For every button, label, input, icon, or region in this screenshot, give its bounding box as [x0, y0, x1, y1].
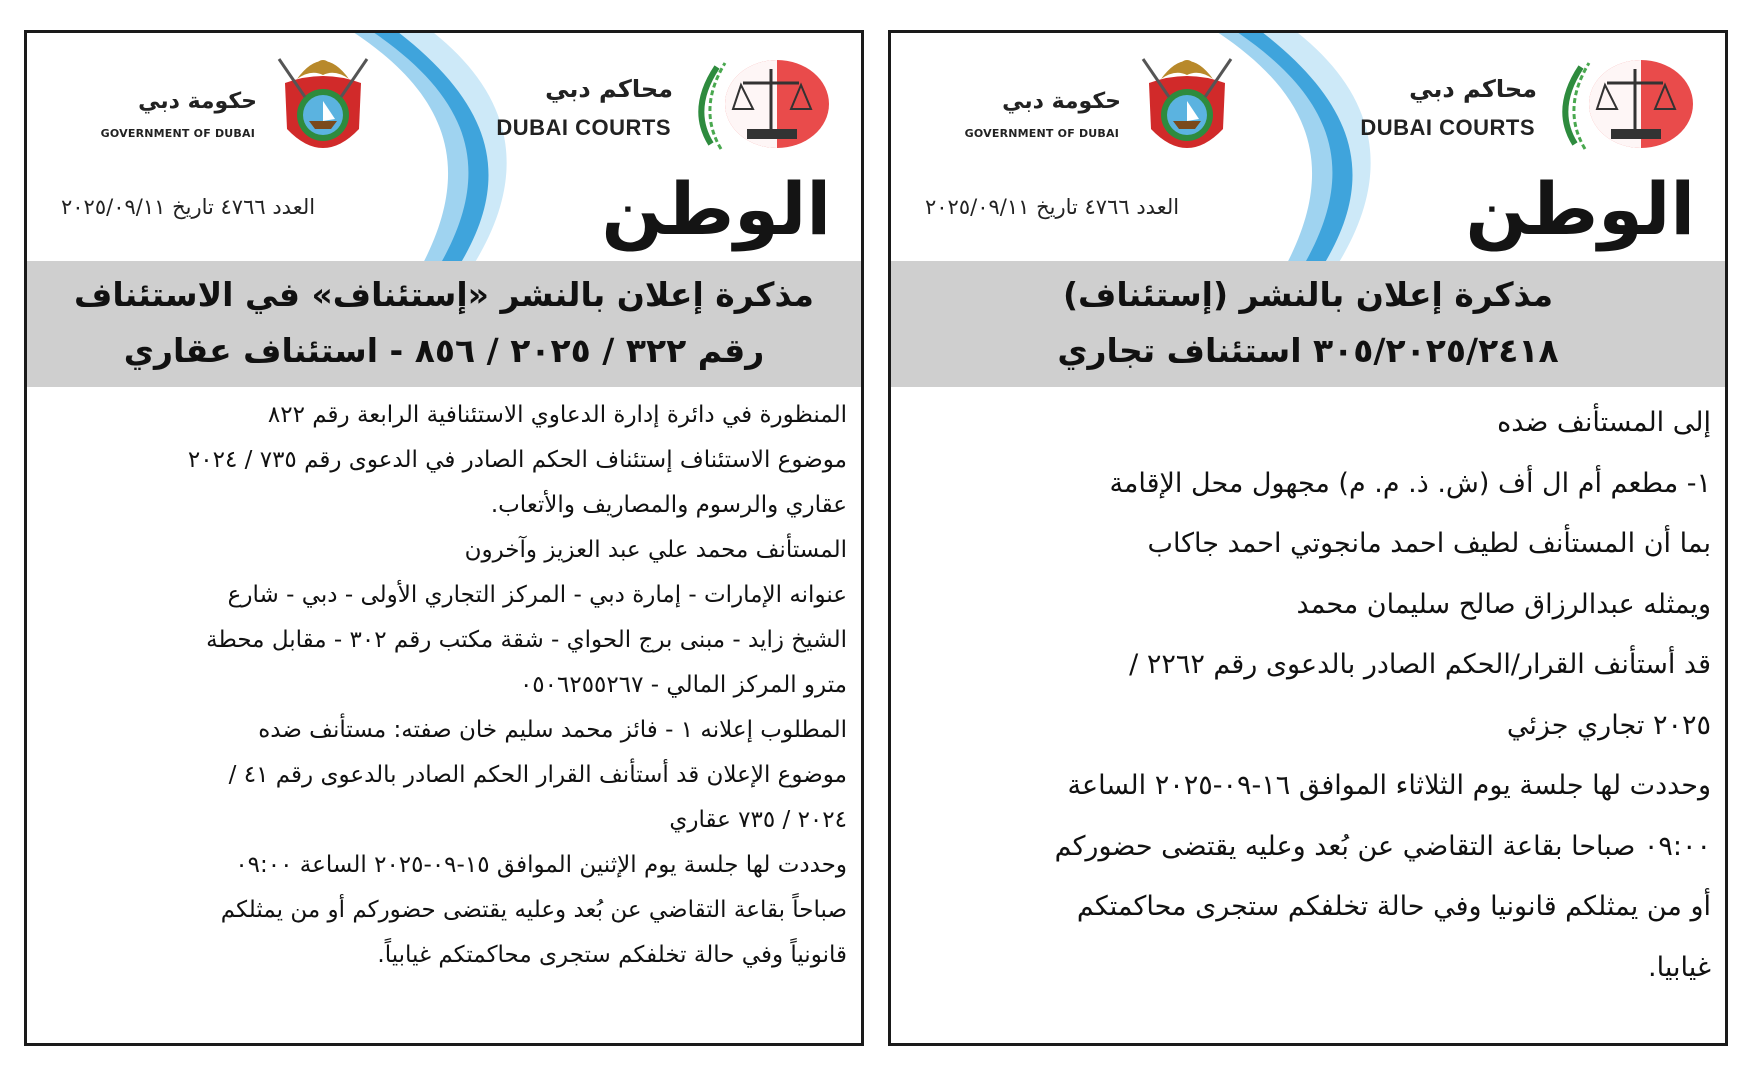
issue-number-date: العدد ٤٧٦٦ تاريخ ٢٠٢٥/٠٩/١١ [925, 195, 1180, 219]
courts-name-arabic: محاكم دبي [545, 75, 673, 103]
body-line: المستأنف محمد علي عبد العزيز وآخرون [464, 537, 847, 563]
body-line: بما أن المستأنف لطيف احمد مانجوتي احمد جاكاب [1147, 528, 1711, 559]
body-line: مترو المركز المالي - ٠٥٠٦٢٥٥٢٦٧ [519, 672, 847, 698]
dubai-emblem-icon [1139, 49, 1235, 169]
body-line: صباحاً بقاعة التقاضي عن بُعد وعليه يقتضى حضوركم أو من يمثلكم [220, 897, 847, 923]
notice-header [27, 33, 861, 261]
notice-left [24, 30, 864, 1046]
body-line: ٢٠٢٥ تجاري جزئي [1506, 709, 1711, 741]
dubai-emblem-icon [275, 49, 371, 169]
notice-title-line2: ٣٠٥/٢٠٢٥/٢٤١٨ استئناف تجاري [1057, 331, 1559, 370]
courts-name-arabic: محاكم دبي [1409, 75, 1537, 103]
body-line: ١- مطعم أم ال أف (ش. ذ. م. م) مجهول محل الإقامة [1109, 467, 1711, 499]
body-line: ٠٩:٠٠ صباحا بقاعة التقاضي عن بُعد وعليه يقتضى حضوركم [1054, 830, 1711, 862]
notice-title-band [27, 261, 861, 387]
government-of-dubai-logo [57, 49, 367, 179]
courts-name-english: DUBAI COURTS [496, 115, 671, 140]
notice-right [888, 30, 1728, 1046]
gov-name-english: GOVERNMENT OF DUBAI [964, 127, 1119, 140]
notice-title-line2: رقم ٣٢٢ / ٢٠٢٥ / ٨٥٦ - استئناف عقاري [123, 331, 765, 370]
notice-body [27, 387, 861, 978]
body-line: وحددت لها جلسة يوم الإثنين الموافق ١٥-٠٩-٢٠٢٥ الساعة ٠٩:٠٠ [235, 852, 847, 878]
gov-name-arabic: حكومة دبي [138, 89, 257, 114]
body-line: موضوع الاستئناف إستئناف الحكم الصادر في الدعوى رقم ٧٣٥ / ٢٠٢٤ [187, 447, 847, 473]
dubai-courts-logo [491, 49, 831, 179]
dubai-courts-emblem-icon [681, 49, 831, 159]
body-line: عقاري والرسوم والمصاريف والأتعاب. [490, 492, 847, 518]
notice-title-line1: مذكرة إعلان بالنشر (إستئناف) [1062, 275, 1554, 314]
newspaper-masthead: الوطن [601, 167, 831, 251]
body-line: عنوانه الإمارات - إمارة دبي - المركز التجاري الأولى - دبي - شارع [227, 582, 847, 608]
issue-number-date: العدد ٤٧٦٦ تاريخ ٢٠٢٥/٠٩/١١ [61, 195, 316, 219]
body-line: موضوع الإعلان قد أستأنف القرار الحكم الصادر بالدعوى رقم ٤١ / [228, 762, 847, 788]
courts-name-english: DUBAI COURTS [1360, 115, 1535, 140]
body-line: ويمثله عبدالرزاق صالح سليمان محمد [1296, 588, 1711, 620]
notice-title-line1: مذكرة إعلان بالنشر «إستئناف» في الاستئناف [74, 275, 814, 314]
body-line: ٢٠٢٤ / ٧٣٥ عقاري [669, 807, 847, 833]
body-line: المنظورة في دائرة إدارة الدعاوي الاستئنافية الرابعة رقم ٨٢٢ [267, 402, 847, 428]
body-line: المطلوب إعلانه ١ - فائز محمد سليم خان صفته: مستأنف ضده [258, 717, 847, 743]
body-line: أو من يمثلكم قانونيا وفي حالة تخلفكم ستجرى محاكمتكم [1076, 891, 1711, 922]
body-line: قد أستأنف القرار/الحكم الصادر بالدعوى رقم ٢٢٦٢ / [1129, 649, 1711, 680]
gov-name-arabic: حكومة دبي [1002, 89, 1121, 114]
dubai-courts-emblem-icon [1545, 49, 1695, 159]
body-line: إلى المستأنف ضده [1497, 407, 1711, 438]
government-of-dubai-logo [921, 49, 1231, 179]
body-line: الشيخ زايد - مبنى برج الحواي - شقة مكتب رقم ٣٠٢ - مقابل محطة [206, 627, 847, 653]
notice-body [891, 387, 1725, 998]
dubai-courts-logo [1355, 49, 1695, 179]
notice-header [891, 33, 1725, 261]
newspaper-masthead: الوطن [1465, 167, 1695, 251]
body-line: غيابيا. [1648, 951, 1711, 983]
body-line: وحددت لها جلسة يوم الثلاثاء الموافق ١٦-٠٩-٢٠٢٥ الساعة [1067, 770, 1711, 801]
gov-name-english: GOVERNMENT OF DUBAI [100, 127, 255, 140]
body-line: قانونياً وفي حالة تخلفكم ستجرى محاكمتكم غيابياً. [377, 942, 847, 968]
notice-title-band [891, 261, 1725, 387]
